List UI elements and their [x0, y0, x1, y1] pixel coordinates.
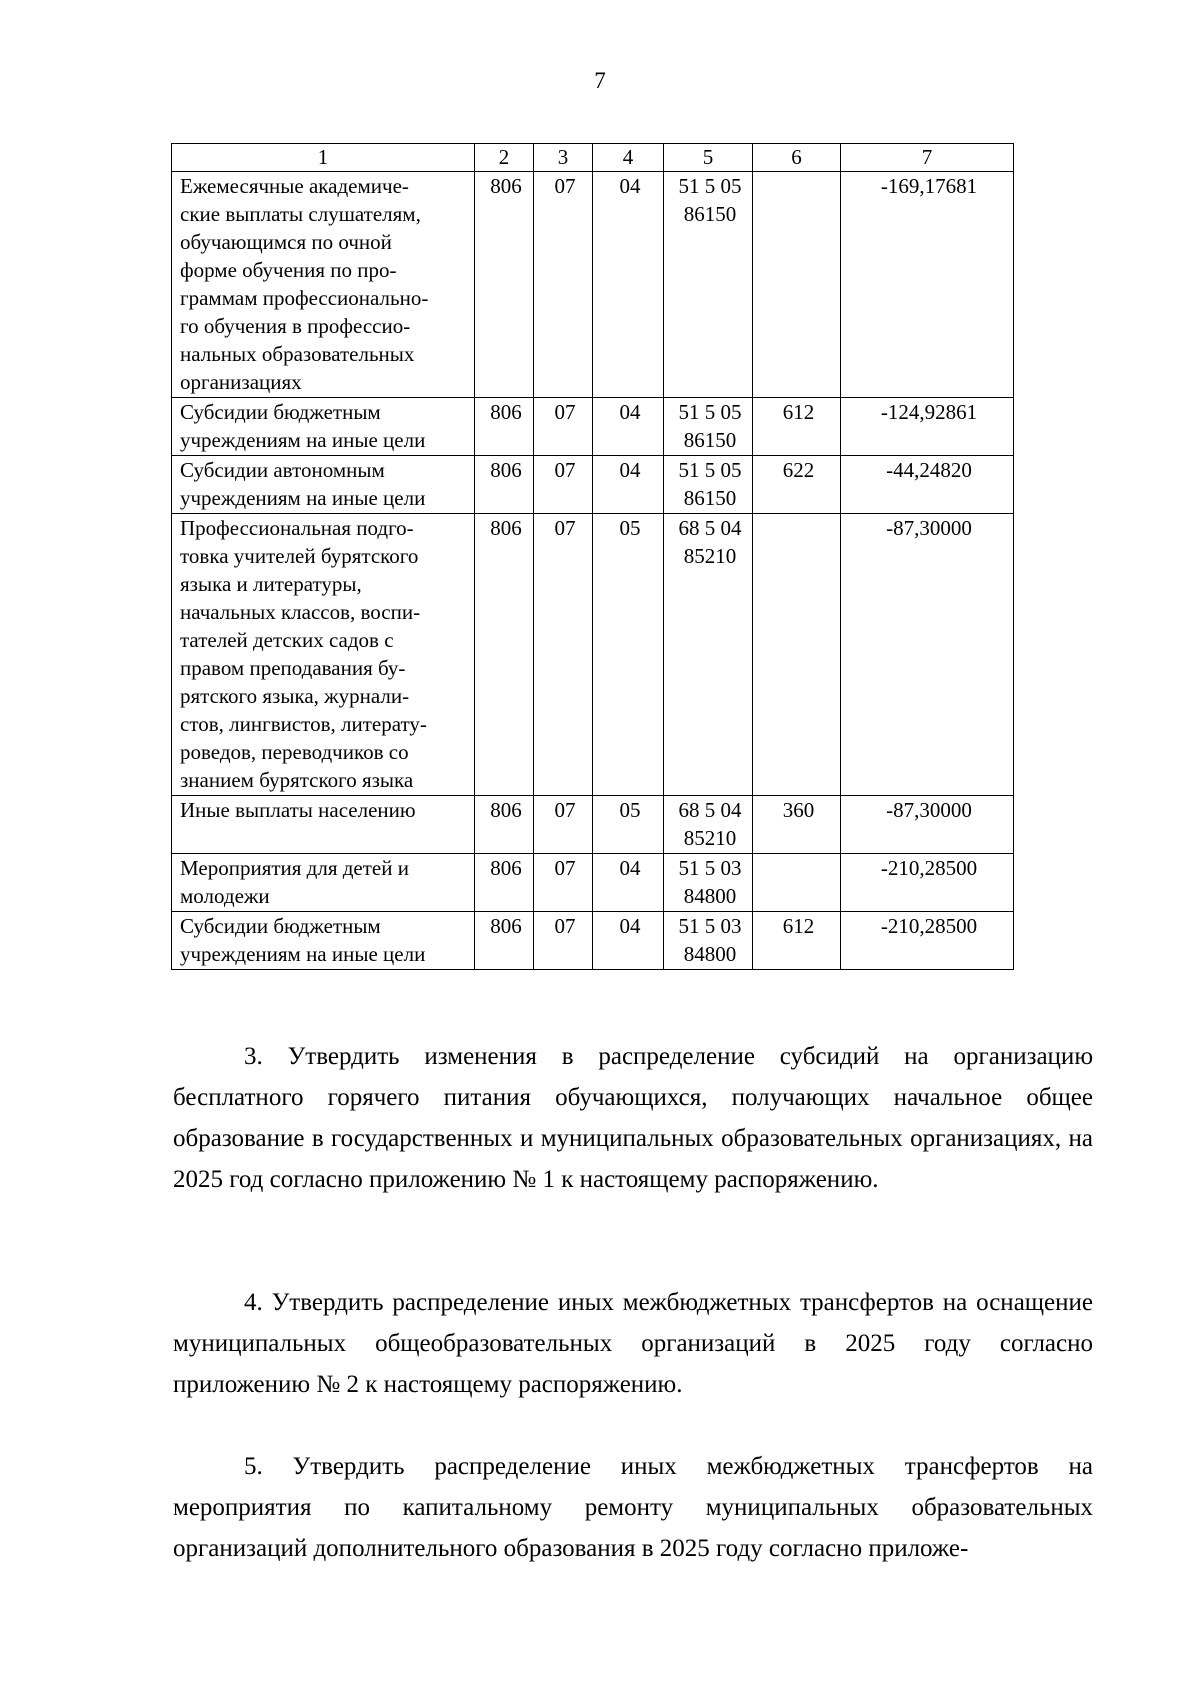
row-name-cell: Иные выплаты населению — [172, 796, 475, 854]
page-number: 7 — [594, 68, 606, 93]
row-name-cell: Субсидии бюджетным учреждениям на иные цели — [172, 912, 475, 970]
section-cell: 07 — [534, 514, 593, 796]
amount-cell: -210,28500 — [841, 854, 1014, 912]
amount-cell: -44,24820 — [841, 456, 1014, 514]
subsection-cell: 04 — [593, 456, 664, 514]
expense-type-cell: 612 — [753, 912, 841, 970]
row-name-cell: Профессиональная подго- товка учителей бурятского языка и литературы, начальных классов, воспи- тателей детских садов с правом преподавания бу- рятского языка, журнали- стов, лингвистов, литерату- роведов, переводчиков со знанием бурятского языка — [172, 514, 475, 796]
table-row — [172, 854, 1014, 912]
column-header: 5 — [664, 144, 753, 172]
row-name-cell: Субсидии автономным учреждениям на иные цели — [172, 456, 475, 514]
table-row — [172, 172, 1014, 398]
section-cell: 07 — [534, 854, 593, 912]
target-article-cell: 51 5 05 86150 — [664, 456, 753, 514]
table-row — [172, 456, 1014, 514]
row-name-cell: Мероприятия для детей и молодежи — [172, 854, 475, 912]
expense-type-cell: 612 — [753, 398, 841, 456]
code-cell: 806 — [475, 514, 534, 796]
code-cell: 806 — [475, 854, 534, 912]
column-header: 7 — [841, 144, 1014, 172]
subsection-cell: 04 — [593, 398, 664, 456]
table-header-row — [172, 144, 1014, 172]
code-cell: 806 — [475, 912, 534, 970]
amount-cell: -169,17681 — [841, 172, 1014, 398]
section-cell: 07 — [534, 796, 593, 854]
target-article-cell: 68 5 04 85210 — [664, 796, 753, 854]
expense-type-cell: 360 — [753, 796, 841, 854]
table-row — [172, 514, 1014, 796]
table-row — [172, 398, 1014, 456]
subsection-cell: 04 — [593, 854, 664, 912]
column-header: 2 — [475, 144, 534, 172]
target-article-cell: 51 5 03 84800 — [664, 912, 753, 970]
budget-table — [171, 143, 1014, 970]
code-cell: 806 — [475, 172, 534, 398]
expense-type-cell — [753, 172, 841, 398]
subsection-cell: 04 — [593, 172, 664, 398]
column-header: 3 — [534, 144, 593, 172]
column-header: 4 — [593, 144, 664, 172]
paragraph-4: 4. Утвердить распределение иных межбюджетных трансфертов на оснащение муниципальных общеобразовательных организаций в 2025 году согласно приложению № 2 к настоящему распоряжению. — [173, 1289, 1093, 1398]
code-cell: 806 — [475, 456, 534, 514]
amount-cell: -87,30000 — [841, 796, 1014, 854]
target-article-cell: 51 5 05 86150 — [664, 398, 753, 456]
subsection-cell: 04 — [593, 912, 664, 970]
section-cell: 07 — [534, 172, 593, 398]
subsection-cell: 05 — [593, 796, 664, 854]
code-cell: 806 — [475, 398, 534, 456]
amount-cell: -87,30000 — [841, 514, 1014, 796]
row-name-cell: Субсидии бюджетным учреждениям на иные цели — [172, 398, 475, 456]
expense-type-cell: 622 — [753, 456, 841, 514]
paragraph-3: 3. Утвердить изменения в распределение субсидий на организацию бесплатного горячего питания обучающихся, получающих начальное общее образование в государственных и муниципальных образовательных организациях, на 2025 год согласно приложению № 1 к настоящему распоряжению. — [173, 1043, 1093, 1193]
target-article-cell: 51 5 05 86150 — [664, 172, 753, 398]
expense-type-cell — [753, 854, 841, 912]
target-article-cell: 51 5 03 84800 — [664, 854, 753, 912]
section-cell: 07 — [534, 456, 593, 514]
table-row — [172, 796, 1014, 854]
section-cell: 07 — [534, 912, 593, 970]
subsection-cell: 05 — [593, 514, 664, 796]
row-name-cell: Ежемесячные академиче- ские выплаты слушателям, обучающимся по очной форме обучения по про- граммам профессионально- го обучения в профессио- нальных образовательных организациях — [172, 172, 475, 398]
expense-type-cell — [753, 514, 841, 796]
code-cell: 806 — [475, 796, 534, 854]
amount-cell: -210,28500 — [841, 912, 1014, 970]
target-article-cell: 68 5 04 85210 — [664, 514, 753, 796]
column-header: 6 — [753, 144, 841, 172]
amount-cell: -124,92861 — [841, 398, 1014, 456]
section-cell: 07 — [534, 398, 593, 456]
table-row — [172, 912, 1014, 970]
column-header: 1 — [172, 144, 475, 172]
paragraph-5: 5. Утвердить распределение иных межбюджетных трансфертов на мероприятия по капитальному ремонту муниципальных образовательных организаций дополнительного образования в 2025 году согласно приложе- — [173, 1453, 1093, 1562]
